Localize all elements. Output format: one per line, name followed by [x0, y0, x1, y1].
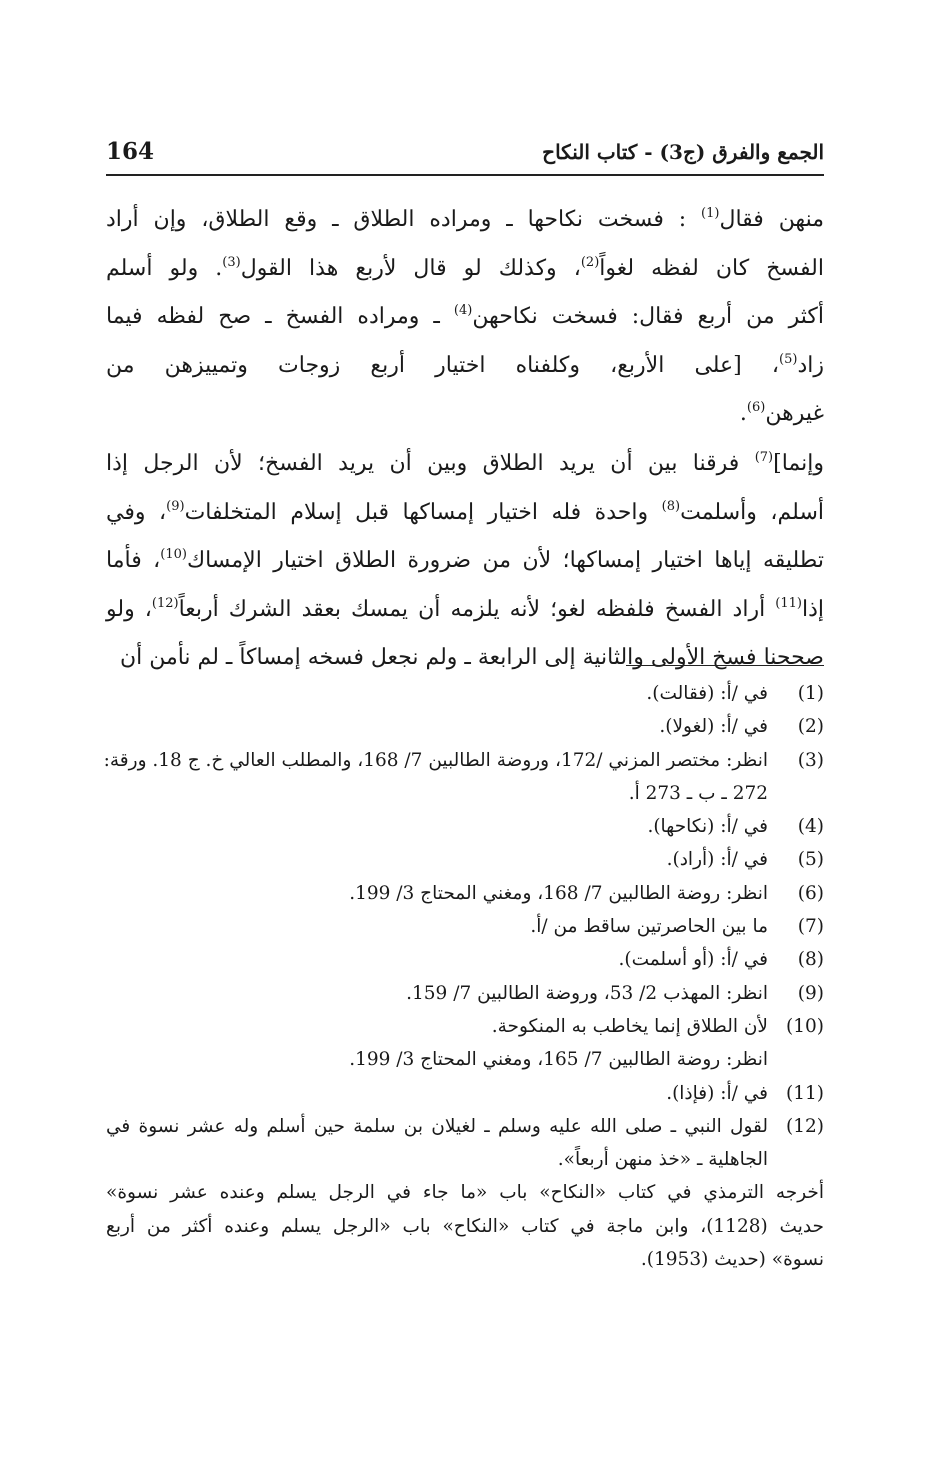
footnote-line — [106, 810, 824, 843]
footnote-line — [106, 1077, 824, 1110]
running-title: الجمع والفرق (ج3) - كتاب النكاح — [542, 140, 824, 164]
footnote-line — [106, 843, 824, 876]
footnote-number: (8) — [797, 949, 824, 971]
text-line — [106, 342, 824, 391]
text-segment: . — [739, 401, 747, 426]
footnote-line — [106, 1143, 824, 1176]
footnote-line — [106, 943, 824, 976]
text-segment: صححنا فسخ الأولى والثانية إلى الرابعة ـ ولم نجعل فسخه إمساكاً ـ لم نأمن أن — [119, 645, 824, 670]
footnote-marker: (6) — [746, 400, 766, 415]
footnote-marker: (4) — [453, 303, 473, 318]
footnote-marker: (7) — [754, 450, 774, 465]
footnote-line — [106, 977, 824, 1010]
text-line — [106, 293, 824, 342]
footnote-line — [106, 710, 824, 743]
footnote-line — [106, 910, 824, 943]
text-segment: ، وفي — [106, 499, 167, 525]
footnote-marker: (10) — [160, 547, 187, 562]
footnote-text: لأن الطلاق إنما يخاطب به المنكوحة. — [491, 1015, 768, 1037]
footnote-line — [106, 1110, 824, 1143]
footnote-number: (11) — [786, 1082, 824, 1104]
text-segment: . ولو أسلم — [106, 255, 223, 281]
footnote-marker: (11) — [775, 595, 802, 611]
footnote-text: نسوة» (حديث (1953). — [640, 1249, 824, 1271]
footnote-number: (1) — [797, 683, 824, 704]
paragraph-2 — [106, 440, 824, 683]
text-line — [106, 634, 824, 683]
footnote-number: (10) — [786, 1015, 824, 1037]
footnote-marker: (1) — [701, 206, 720, 221]
footnote-line — [106, 1176, 824, 1209]
footnote-line — [106, 1210, 824, 1243]
text-segment: وإنما] — [773, 451, 824, 476]
text-segment: ، [على الأربع، وكلفناه اختيار أربع زوجات وتمييزهن من — [106, 352, 780, 378]
footnote-line — [106, 677, 824, 710]
text-segment: أراد الفسخ فلفظه لغو؛ لأنه يلزمه أن يمسك بعقد الشرك أربعاً — [178, 596, 776, 622]
footnote-text: في /أ: (أو أسلمت). — [618, 949, 768, 971]
footnote-separator — [626, 665, 824, 666]
footnote-text: ما بين الحاصرتين ساقط من /أ. — [530, 916, 768, 938]
text-segment: الفسخ كان لفظه لغواً — [599, 255, 824, 281]
text-segment: منهن فقال — [719, 207, 824, 232]
text-segment: أكثر من أربع فقال: فسخت نكاحهن — [472, 304, 824, 329]
text-segment: فرقنا بين أن يريد الطلاق وبين أن يريد الفسخ؛ لأن الرجل إذا — [106, 451, 755, 476]
footnote-number: (4) — [797, 816, 824, 838]
paragraph-1 — [106, 196, 824, 439]
footnote-text: في /أ: (فقالت). — [646, 683, 768, 704]
text-segment: ، فأما — [106, 548, 161, 573]
footnote-text: انظر: مختصر المزني /172، وروضة الطالبين 7/ 168، والمطلب العالي خ. ج 18. ورقة: — [103, 749, 768, 771]
footnote-number: (6) — [797, 882, 824, 904]
footnote-line — [106, 1043, 824, 1076]
footnote-number: (5) — [797, 849, 824, 871]
text-segment: ، ولو — [106, 596, 152, 622]
text-segment: أسلم، وأسلمت — [680, 499, 824, 525]
text-segment: إذا — [801, 596, 824, 622]
footnote-text: في /أ: (نكاحها). — [647, 816, 768, 838]
footnote-text: في /أ: (لغولا). — [659, 716, 768, 738]
text-segment: ـ ومراده الفسخ ـ صح لفظه فيما — [106, 304, 454, 329]
footnote-number: (3) — [797, 749, 824, 771]
footnote-number: (9) — [797, 982, 824, 1004]
footnote-line — [106, 877, 824, 910]
page-header — [106, 138, 824, 176]
text-line — [106, 537, 824, 586]
text-line — [106, 196, 824, 245]
page-number: 164 — [106, 138, 155, 165]
header-rule — [106, 174, 824, 176]
footnote-marker: (5) — [779, 351, 798, 367]
text-segment: ، وكذلك لو قال لأربع هذا القول — [240, 255, 581, 281]
text-line — [106, 245, 824, 294]
text-segment: واحدة فله اختيار إمساكها قبل إسلام المتخلفات — [184, 499, 662, 525]
text-segment: زاد — [797, 352, 824, 378]
footnote-text: انظر: المهذب 2/ 53، وروضة الطالبين 7/ 159. — [406, 982, 768, 1004]
footnote-number: (2) — [797, 716, 824, 738]
footnote-text: لقول النبي ـ صلى الله عليه وسلم ـ لغيلان بن سلمة حين أسلم وله عشر نسوة في — [106, 1115, 768, 1137]
footnote-marker: (12) — [151, 595, 179, 611]
text-line — [106, 586, 824, 635]
footnote-line — [106, 777, 824, 810]
text-line — [106, 489, 824, 538]
footnote-text: 272 ـ ب ـ 273 أ. — [628, 782, 768, 804]
text-line — [106, 440, 824, 489]
footnote-text: في /أ: (فإذا). — [666, 1082, 768, 1104]
footnote-text: حديث (1128)، وابن ماجة في كتاب «النكاح» باب «الرجل يسلم وعنده أكثر من أربع — [106, 1215, 824, 1237]
footnote-number: (12) — [786, 1115, 824, 1137]
footnote-marker: (8) — [661, 498, 681, 514]
footnote-marker: (3) — [222, 254, 241, 270]
footnote-text: انظر: روضة الطالبين 7/ 168، ومغني المحتاج 3/ 199. — [349, 882, 768, 904]
footnote-text: في /أ: (أراد). — [666, 849, 768, 871]
text-line — [106, 390, 824, 439]
footnote-line — [103, 744, 824, 777]
footnote-text: الجاهلية ـ «خذ منهن أربعاً». — [557, 1149, 768, 1171]
footnote-marker: (9) — [166, 498, 185, 514]
footnote-number: (7) — [797, 916, 824, 938]
text-segment: غيرهن — [765, 401, 824, 426]
footnote-line — [106, 1243, 824, 1276]
footnote-text: انظر: روضة الطالبين 7/ 165، ومغني المحتاج 3/ 199. — [349, 1049, 768, 1071]
text-segment: تطليقه إياها اختيار إمساكها؛ لأن من ضرورة الطلاق اختيار الإمساك — [186, 548, 824, 573]
footnotes — [103, 677, 824, 1276]
text-segment: : فسخت نكاحها ـ ومراده الطلاق ـ وقع الطلاق، وإن أراد — [106, 207, 702, 232]
footnote-marker: (2) — [580, 254, 600, 270]
footnote-text: أخرجه الترمذي في كتاب «النكاح» باب «ما جاء في الرجل يسلم وعنده عشر نسوة» — [106, 1182, 824, 1204]
footnote-line — [106, 1010, 824, 1043]
